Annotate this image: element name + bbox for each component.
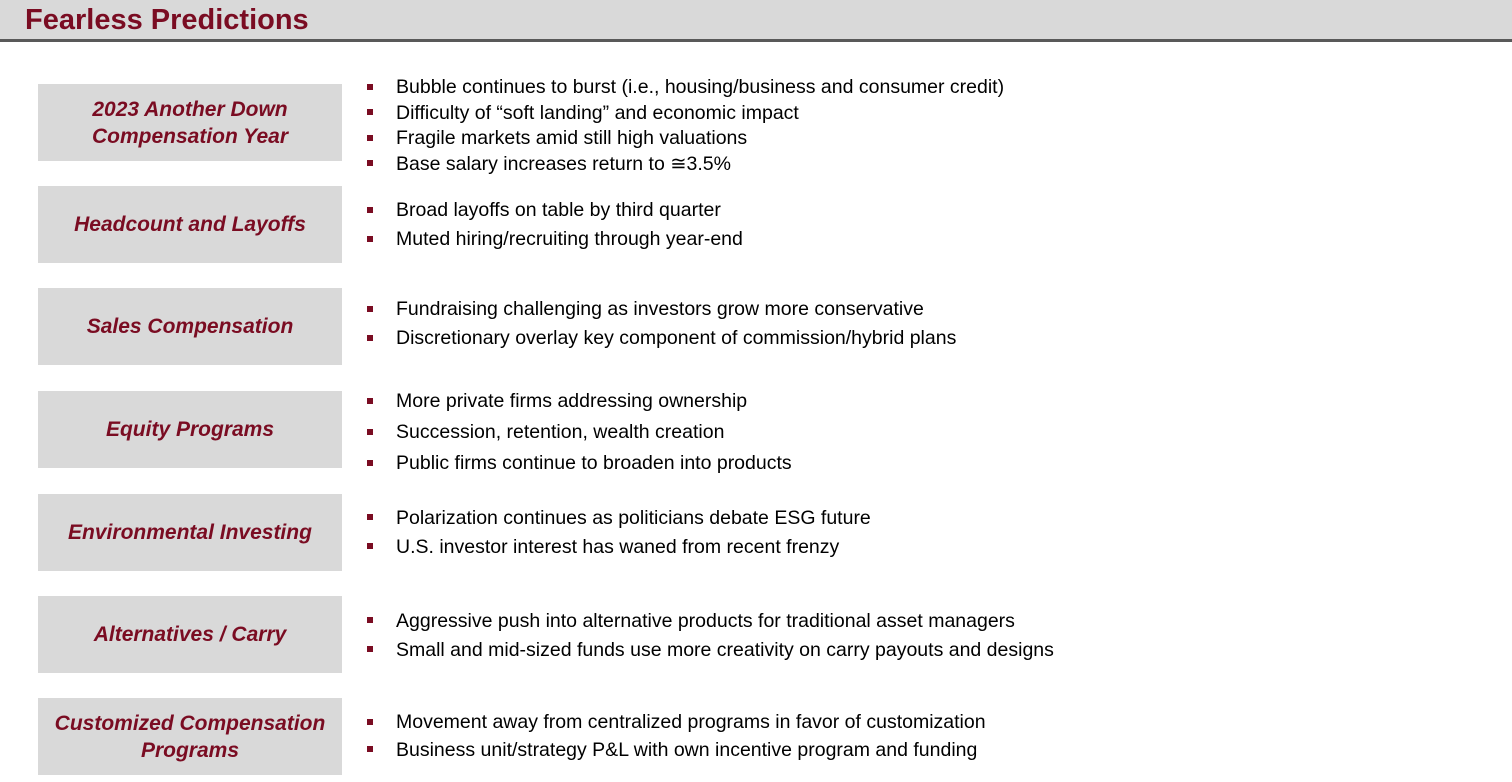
section-label: 2023 Another Down Compensation Year [91, 97, 289, 148]
section-label: Equity Programs [105, 418, 275, 441]
section-label: Customized Compensation Programs [54, 711, 326, 762]
square-bullet-icon [367, 398, 373, 404]
list-item: Discretionary overlay key component of commission/hybrid plans [366, 324, 956, 353]
square-bullet-icon [367, 109, 373, 115]
list-item: Public firms continue to broaden into products [366, 448, 792, 479]
square-bullet-icon [367, 207, 373, 213]
section-label-box [38, 596, 342, 673]
square-bullet-icon [367, 543, 373, 549]
square-bullet-icon [367, 617, 373, 623]
square-bullet-icon [367, 335, 373, 341]
square-bullet-icon [367, 646, 373, 652]
section-label: Sales Compensation [86, 315, 294, 338]
title-bar [0, 0, 1512, 40]
list-item: Aggressive push into alternative products for traditional asset managers [366, 607, 1054, 636]
list-item: Movement away from centralized programs in favor of customization [366, 709, 986, 737]
list-item: Muted hiring/recruiting through year-end [366, 225, 743, 254]
section-label-box [38, 494, 342, 571]
square-bullet-icon [367, 160, 373, 166]
section-label-box [38, 84, 342, 161]
list-item: Small and mid-sized funds use more creativity on carry payouts and designs [366, 636, 1054, 665]
bullet-list [366, 504, 871, 561]
square-bullet-icon [367, 84, 373, 90]
list-item: Bubble continues to burst (i.e., housing/business and consumer credit) [366, 75, 1004, 101]
square-bullet-icon [367, 719, 373, 725]
bullet-list [366, 75, 1004, 177]
list-item: Polarization continues as politicians debate ESG future [366, 504, 871, 533]
list-item: Difficulty of “soft landing” and economic impact [366, 101, 1004, 127]
section-label-box [38, 186, 342, 263]
section-label: Headcount and Layoffs [74, 213, 306, 236]
list-item: Broad layoffs on table by third quarter [366, 196, 743, 225]
square-bullet-icon [367, 135, 373, 141]
square-bullet-icon [367, 306, 373, 312]
bullet-list [366, 196, 743, 254]
square-bullet-icon [367, 746, 373, 752]
square-bullet-icon [367, 429, 373, 435]
square-bullet-icon [367, 236, 373, 242]
section-label-box [38, 698, 342, 775]
list-item: Business unit/strategy P&L with own incentive program and funding [366, 737, 986, 765]
bullet-list [366, 607, 1054, 664]
bullet-list [366, 386, 792, 479]
section-label-box [38, 288, 342, 365]
list-item: Fragile markets amid still high valuations [366, 126, 1004, 152]
bullet-list [366, 709, 986, 764]
section-label: Environmental Investing [68, 521, 312, 544]
list-item: Base salary increases return to ≅3.5% [366, 152, 1004, 178]
section-label: Alternatives / Carry [93, 623, 287, 646]
page-title: Fearless Predictions [25, 4, 309, 36]
title-divider [0, 39, 1512, 42]
bullet-list [366, 295, 956, 353]
list-item: More private firms addressing ownership [366, 386, 792, 417]
list-item: Succession, retention, wealth creation [366, 417, 792, 448]
square-bullet-icon [367, 514, 373, 520]
list-item: U.S. investor interest has waned from recent frenzy [366, 533, 871, 562]
section-label-box [38, 391, 342, 468]
square-bullet-icon [367, 460, 373, 466]
list-item: Fundraising challenging as investors grow more conservative [366, 295, 956, 324]
